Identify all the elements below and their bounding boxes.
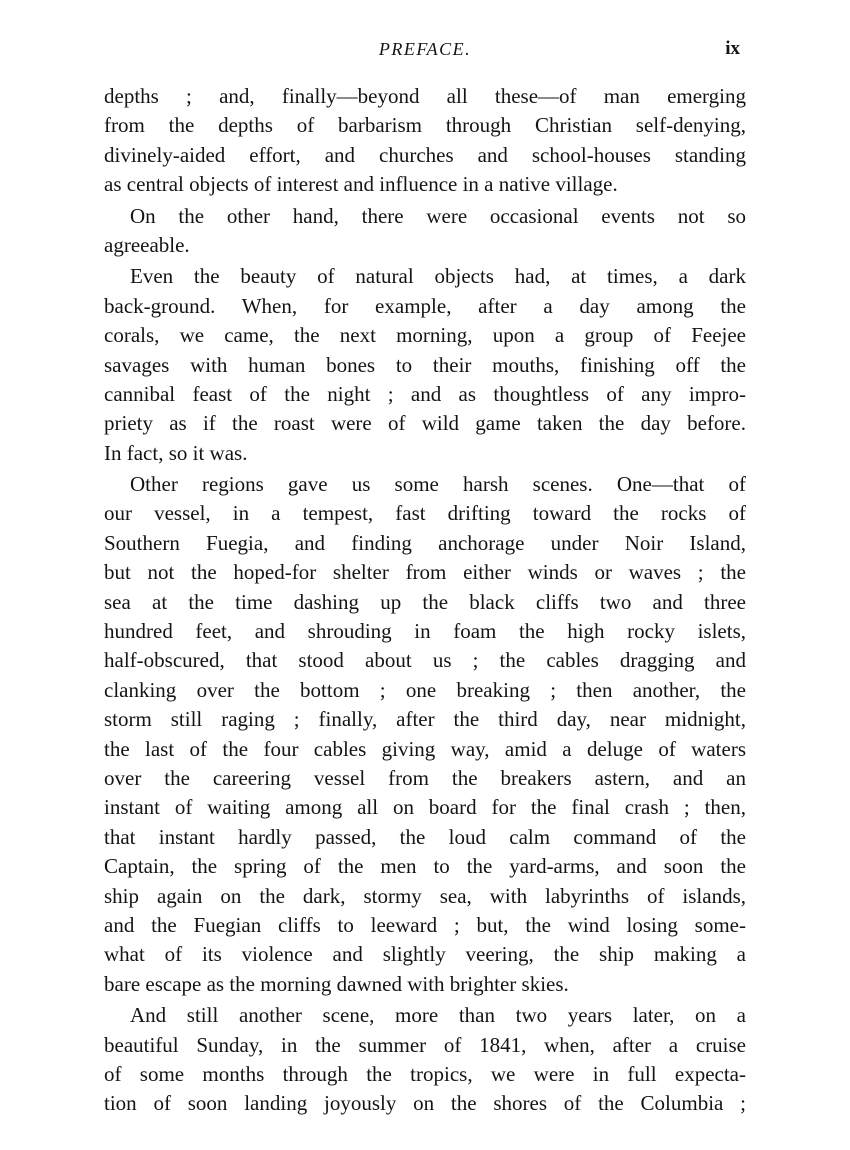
text-line: sea at the time dashing up the black cliffs two and three: [104, 589, 746, 614]
running-head: [104, 34, 746, 64]
text-line: storm still raging ; finally, after the third day, near midnight,: [104, 707, 746, 732]
text-line: divinely-aided effort, and churches and school-houses standing: [104, 142, 746, 167]
text-line: the last of the four cables giving way, amid a deluge of waters: [104, 736, 746, 761]
text-line: savages with human bones to their mouths, finishing off the: [104, 352, 746, 377]
paragraph: [104, 202, 746, 261]
body-text: [104, 82, 746, 1121]
page-number: ix: [725, 38, 740, 59]
text-line: Southern Fuegia, and finding anchorage under Noir Island,: [104, 530, 746, 555]
text-line: Captain, the spring of the men to the yard-arms, and soon the: [104, 854, 746, 879]
text-line: Even the beauty of natural objects had, at times, a dark: [130, 264, 746, 289]
text-line: priety as if the roast were of wild game taken the day before.: [104, 411, 746, 436]
paragraph: [104, 470, 746, 999]
text-line: instant of waiting among all on board for the final crash ; then,: [104, 795, 746, 820]
text-line: our vessel, in a tempest, fast drifting toward the rocks of: [104, 501, 746, 526]
paragraph: [104, 262, 746, 468]
text-line: back-ground. When, for example, after a day among the: [104, 293, 746, 318]
text-line: cannibal feast of the night ; and as thoughtless of any impro-: [104, 381, 746, 406]
paragraph: [104, 1001, 746, 1119]
text-line: ship again on the dark, stormy sea, with labyrinths of islands,: [104, 883, 746, 908]
text-line: from the depths of barbarism through Christian self-denying,: [104, 113, 746, 138]
text-line: depths ; and, finally—beyond all these—of man emerging: [104, 84, 746, 108]
text-line: that instant hardly passed, the loud calm command of the: [104, 824, 746, 849]
text-line: Other regions gave us some harsh scenes. One—that of: [130, 472, 746, 497]
text-line: agreeable.: [104, 232, 190, 257]
text-line: clanking over the bottom ; one breaking ; then another, the: [104, 677, 746, 702]
text-line: corals, we came, the next morning, upon a group of Feejee: [104, 323, 746, 348]
text-line: over the careering vessel from the breakers astern, and an: [104, 765, 746, 790]
text-line: as central objects of interest and influence in a native village.: [104, 172, 618, 197]
text-line: hundred feet, and shrouding in foam the high rocky islets,: [104, 619, 746, 644]
text-line: bare escape as the morning dawned with brighter skies.: [104, 971, 569, 996]
text-line: of some months through the tropics, we were in full expecta-: [104, 1061, 746, 1086]
text-line: On the other hand, there were occasional events not so: [130, 203, 746, 228]
paragraph: [104, 82, 746, 200]
text-line: tion of soon landing joyously on the shores of the Columbia ;: [104, 1091, 746, 1116]
text-line: what of its violence and slightly veering, the ship making a: [104, 942, 746, 967]
text-line: but not the hoped-for shelter from either winds or waves ; the: [104, 560, 746, 585]
text-line: And still another scene, more than two years later, on a: [130, 1003, 746, 1028]
text-line: beautiful Sunday, in the summer of 1841, when, after a cruise: [104, 1032, 746, 1057]
text-line: half-obscured, that stood about us ; the cables dragging and: [104, 648, 746, 673]
text-line: and the Fuegian cliffs to leeward ; but, the wind losing some-: [104, 912, 746, 937]
text-line: In fact, so it was.: [104, 440, 248, 465]
running-title: PREFACE.: [378, 39, 472, 59]
